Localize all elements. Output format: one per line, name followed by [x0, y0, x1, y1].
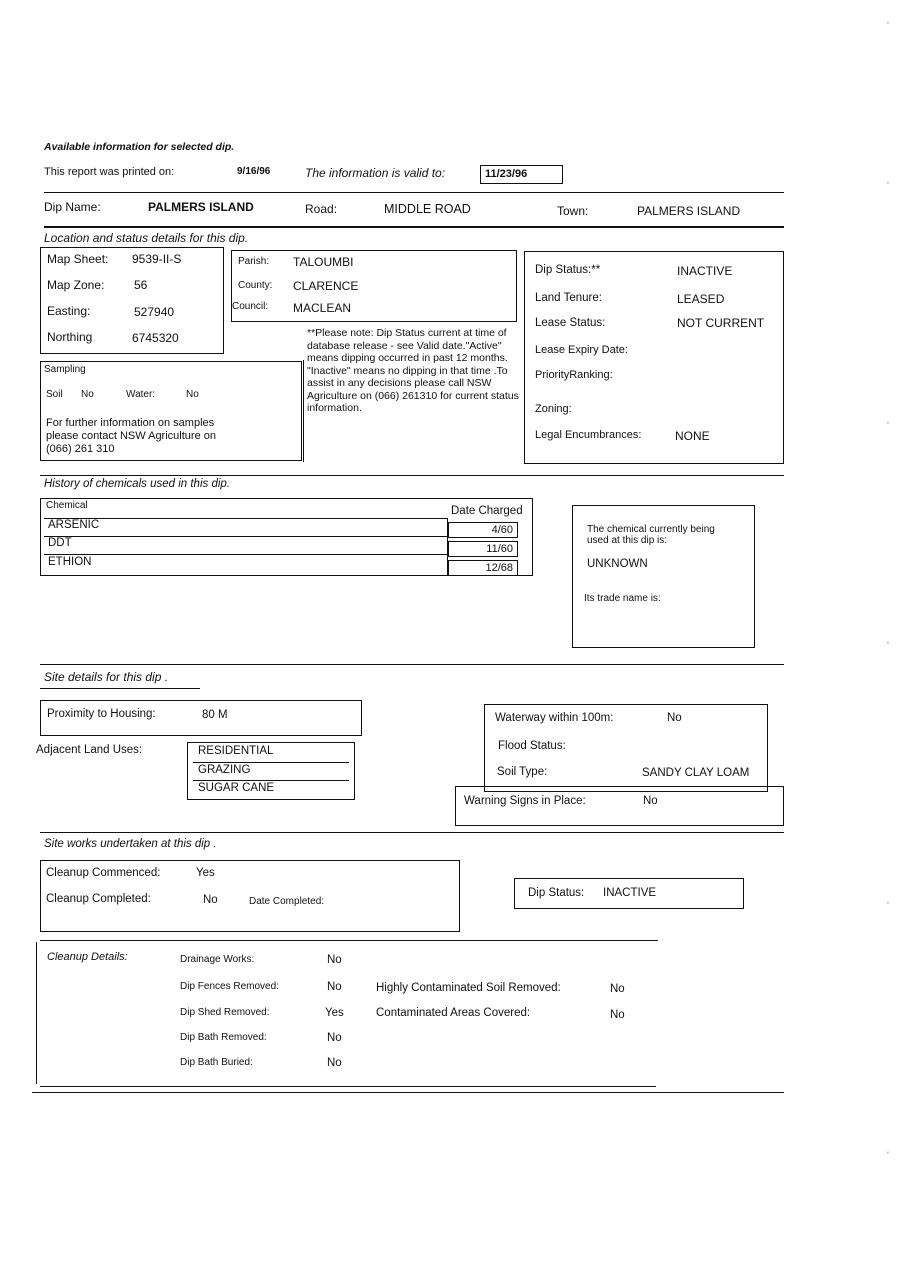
printed-date: 9/16/96 — [237, 166, 271, 177]
dip-status-label: Dip Status:** — [535, 264, 601, 276]
date-value: 11/60 — [486, 543, 513, 555]
header-rule — [44, 192, 784, 193]
date-cell — [448, 522, 518, 538]
trade-name-label: Its trade name is: — [584, 593, 661, 604]
waterway-value: No — [667, 712, 682, 724]
water-value: No — [186, 389, 199, 400]
parish-label: Parish: — [238, 256, 270, 267]
map-zone-value: 56 — [134, 278, 148, 292]
warning-value: No — [643, 795, 658, 807]
land-use-rule — [193, 762, 349, 763]
table-row-rule — [44, 536, 447, 537]
county-value: CLARENCE — [293, 279, 359, 293]
easting-value: 527940 — [134, 305, 175, 319]
date-cell — [448, 541, 518, 557]
status-note: **Please note: Dip Status current at time of database release - see Valid date."Active" means dipping occurred in past 12 months. "Inactive" means no dipping in that time .To assist in any decisions please call NSW Agriculture on (066) 261310 for current status information. — [307, 327, 519, 414]
dip-name-value: PALMERS ISLAND — [148, 200, 254, 214]
soil-removed-label: Highly Contaminated Soil Removed: — [376, 982, 561, 994]
cleanup-details-label: Cleanup Details: — [47, 951, 128, 963]
table-row-rule — [44, 518, 447, 519]
warning-label: Warning Signs in Place: — [464, 795, 586, 807]
chemical-name-row: ARSENIC — [48, 519, 100, 531]
land-use-item: RESIDENTIAL — [198, 745, 274, 757]
lease-status-label: Lease Status: — [535, 317, 606, 329]
land-use-item: GRAZING — [198, 764, 251, 776]
flood-label: Flood Status: — [498, 740, 566, 752]
commenced-value: Yes — [196, 867, 215, 879]
details-left-rule — [36, 942, 37, 1084]
shed-value: Yes — [325, 1007, 344, 1019]
works-dip-status-label: Dip Status: — [528, 887, 585, 899]
soil-type-value: SANDY CLAY LOAM — [642, 767, 750, 779]
current-chemical-value: UNKNOWN — [587, 558, 648, 570]
easting-label: Easting: — [47, 304, 91, 318]
chemical-name-row: DDT — [48, 537, 72, 549]
fences-label: Dip Fences Removed: — [180, 981, 279, 992]
areas-covered-label: Contaminated Areas Covered: — [376, 1007, 531, 1019]
date-value: 4/60 — [491, 524, 513, 536]
site-heading-rule — [40, 688, 200, 689]
drainage-value: No — [327, 954, 342, 966]
dip-name-label: Dip Name: — [44, 200, 101, 214]
road-value: MIDDLE ROAD — [384, 202, 471, 216]
council-label: Council: — [232, 301, 269, 312]
soil-removed-value: No — [610, 983, 625, 995]
dip-status-value: INACTIVE — [677, 264, 733, 278]
printed-label: This report was printed on: — [44, 166, 175, 178]
adjacent-label: Adjacent Land Uses: — [36, 744, 143, 756]
current-chemical-text-2: used at this dip is: — [587, 535, 668, 546]
scan-edge-mark: ‘ — [887, 1150, 889, 1160]
sampling-info-1: For further information on samples — [46, 417, 215, 429]
current-chemical-text-1: The chemical currently being — [587, 524, 715, 535]
date-cell — [448, 560, 518, 576]
fences-value: No — [327, 981, 342, 993]
map-zone-label: Map Zone: — [47, 278, 105, 292]
completed-value: No — [203, 894, 218, 906]
details-bottom-rule — [40, 1086, 656, 1087]
date-value: 12/68 — [485, 562, 513, 574]
page-bottom-rule — [32, 1092, 784, 1093]
scan-edge-mark: ‘ — [887, 180, 889, 190]
waterway-label: Waterway within 100m: — [495, 712, 614, 724]
lease-expiry-label: Lease Expiry Date: — [535, 344, 628, 356]
dip-row-rule — [44, 226, 784, 228]
sampling-info-2: please contact NSW Agriculture on — [46, 430, 216, 442]
town-value: PALMERS ISLAND — [637, 204, 741, 218]
land-tenure-value: LEASED — [677, 292, 725, 306]
areas-covered-value: No — [610, 1009, 625, 1021]
commenced-label: Cleanup Commenced: — [46, 867, 161, 879]
lease-status-value: NOT CURRENT — [677, 316, 765, 330]
northing-value: 6745320 — [132, 331, 179, 345]
works-dip-status-value: INACTIVE — [603, 887, 657, 899]
sampling-heading: Sampling — [44, 364, 86, 375]
road-label: Road: — [305, 202, 338, 216]
site-heading: Site details for this dip . — [44, 670, 169, 684]
legal-value: NONE — [675, 429, 710, 443]
site-rule — [40, 832, 784, 833]
soil-label: Soil — [46, 389, 63, 400]
town-label: Town: — [557, 204, 589, 218]
land-tenure-label: Land Tenure: — [535, 292, 602, 304]
date-col-header: Date Charged — [451, 505, 523, 517]
council-value: MACLEAN — [293, 301, 352, 315]
bath-removed-value: No — [327, 1032, 342, 1044]
water-label: Water: — [126, 389, 156, 400]
land-use-rule — [193, 780, 349, 781]
scan-edge-mark: ‘ — [887, 420, 889, 430]
land-use-item: SUGAR CANE — [198, 782, 275, 794]
table-row-rule — [44, 554, 447, 555]
map-sheet-value: 9539-II-S — [132, 252, 182, 266]
chemical-name-row: ETHION — [48, 556, 92, 568]
parish-box — [231, 250, 517, 322]
location-rule — [40, 475, 784, 476]
bath-buried-label: Dip Bath Buried: — [180, 1057, 253, 1068]
works-heading: Site works undertaken at this dip . — [44, 838, 217, 850]
scan-edge-mark: ‘ — [887, 20, 889, 30]
drainage-label: Drainage Works: — [180, 954, 255, 965]
soil-type-label: Soil Type: — [497, 766, 548, 778]
scan-edge-mark: ‘ — [887, 640, 889, 650]
shed-label: Dip Shed Removed: — [180, 1007, 270, 1018]
completed-label: Cleanup Completed: — [46, 893, 151, 905]
soil-value: No — [81, 389, 94, 400]
northing-label: Northing — [47, 330, 93, 344]
chemical-col-header: Chemical — [46, 500, 88, 511]
valid-date-box — [480, 165, 563, 184]
details-top-rule — [40, 940, 658, 941]
report-title: Available information for selected dip. — [44, 141, 235, 153]
sampling-info-3: (066) 261 310 — [46, 443, 115, 455]
proximity-value: 80 M — [202, 709, 228, 721]
parish-value: TALOUMBI — [293, 255, 354, 269]
location-heading: Location and status details for this dip. — [44, 231, 249, 245]
county-label: County: — [238, 280, 273, 291]
legal-label: Legal Encumbrances: — [535, 429, 642, 441]
bath-removed-label: Dip Bath Removed: — [180, 1032, 267, 1043]
valid-date: 11/23/96 — [485, 168, 528, 180]
valid-label: The information is valid to: — [305, 166, 446, 180]
priority-label: PriorityRanking: — [535, 369, 613, 381]
bath-buried-value: No — [327, 1057, 342, 1069]
note-left-rule — [303, 360, 304, 462]
scan-edge-mark: ‘ — [887, 900, 889, 910]
proximity-label: Proximity to Housing: — [47, 708, 156, 720]
chemicals-heading: History of chemicals used in this dip. — [44, 478, 230, 490]
zoning-label: Zoning: — [535, 403, 572, 415]
chemicals-rule — [40, 664, 784, 665]
map-sheet-label: Map Sheet: — [47, 252, 109, 266]
date-completed-label: Date Completed: — [249, 896, 325, 907]
